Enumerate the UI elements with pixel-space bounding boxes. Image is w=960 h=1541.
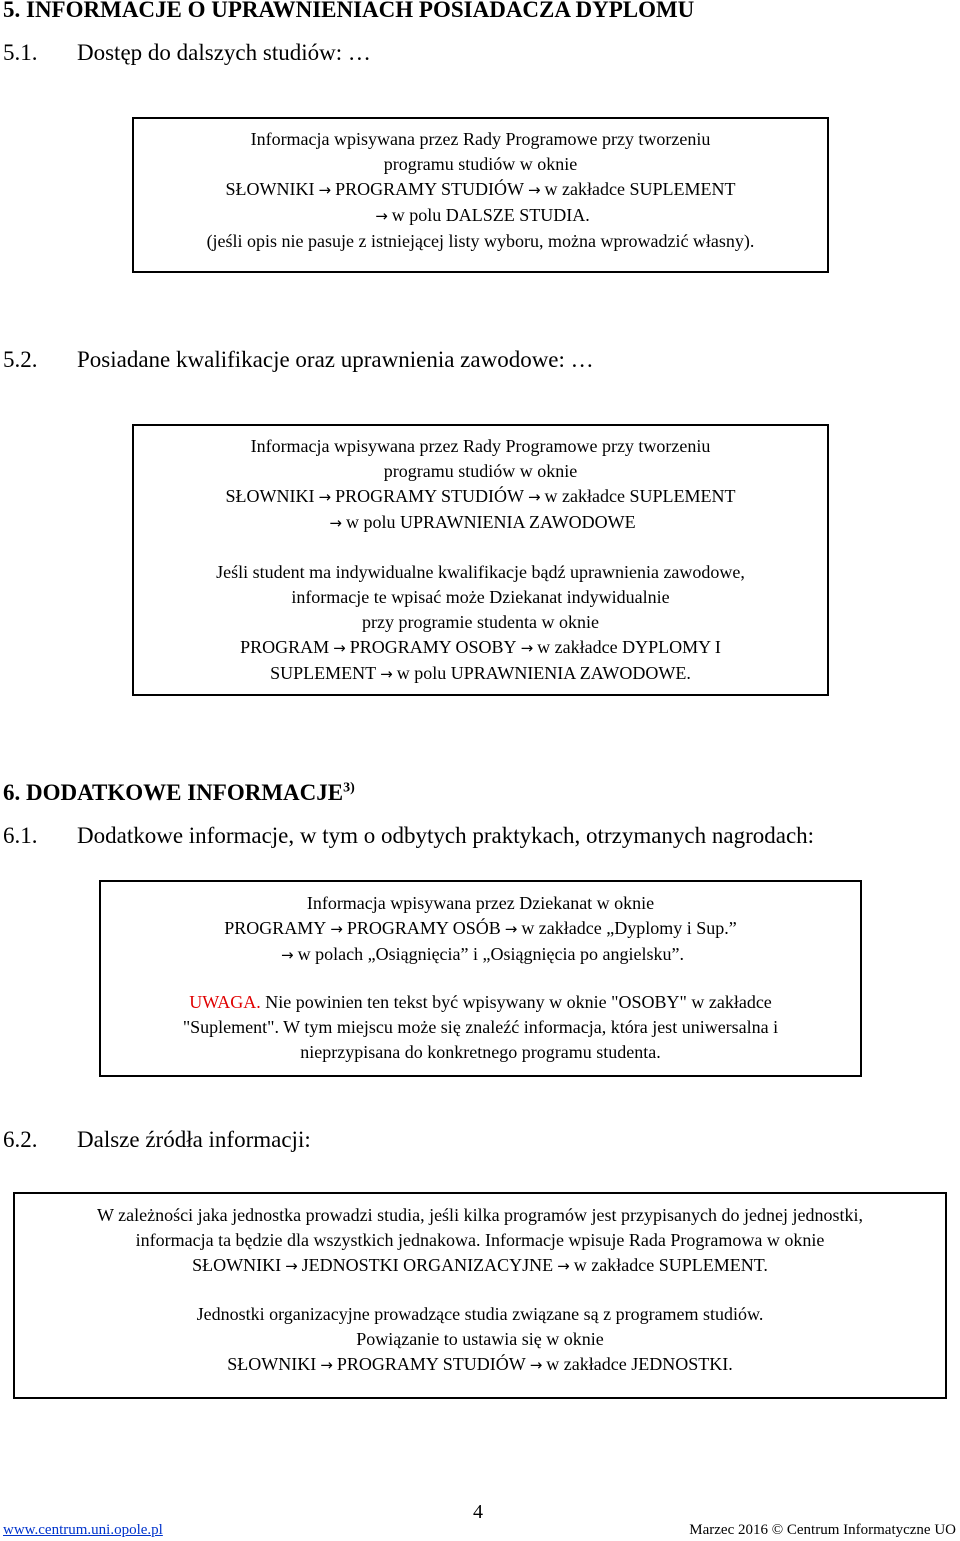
box-line: "Suplement". W tym miejscu może się znaleźć informacja, która jest uniwersalna i bbox=[182, 1017, 779, 1037]
subsection-6-2-heading bbox=[3, 1127, 311, 1153]
box-line: Informacja wpisywana przez Rady Programowe przy tworzeniu bbox=[250, 436, 711, 456]
box-line bbox=[134, 510, 827, 536]
menu-path-item: PROGRAMY OSÓB bbox=[346, 918, 501, 938]
box-line: W zależności jaka jednostka prowadzi studia, jeśli kilka programów jest przypisanych do jednej jednostki, bbox=[97, 1205, 863, 1225]
arrow-right-icon: → bbox=[375, 207, 388, 225]
arrow-right-icon: → bbox=[527, 181, 541, 199]
menu-path-item: w zakładce „Dyplomy i Sup.” bbox=[521, 918, 737, 938]
subsection-5-1-heading bbox=[3, 40, 371, 66]
box-line: przy programie studenta w oknie bbox=[362, 612, 599, 632]
arrow-right-icon: → bbox=[329, 514, 342, 532]
arrow-right-icon: → bbox=[318, 488, 332, 506]
arrow-right-icon: → bbox=[330, 920, 343, 938]
arrow-right-icon: → bbox=[520, 639, 534, 657]
menu-path-item: JEDNOSTKI ORGANIZACYJNE bbox=[301, 1255, 554, 1275]
box-line bbox=[134, 661, 827, 687]
box-line: informacja ta będzie dla wszystkich jednakowa. Informacje wpisuje Rada Programowa w oknie bbox=[135, 1230, 825, 1250]
box-line bbox=[134, 484, 827, 510]
box-line bbox=[15, 1253, 945, 1279]
box-line bbox=[101, 916, 860, 942]
box-line: Jeśli student ma indywidualne kwalifikacje bądź uprawnienia zawodowe, bbox=[216, 562, 745, 582]
warning-text: Nie powinien ten tekst być wpisywany w oknie "OSOBY" w zakładce bbox=[265, 992, 772, 1012]
subsection-title: Posiadane kwalifikacje oraz uprawnienia zawodowe: … bbox=[77, 347, 594, 372]
menu-path-item: SŁOWNIKI bbox=[225, 486, 315, 506]
page-number: 4 bbox=[473, 1501, 483, 1523]
subsection-title: Dostęp do dalszych studiów: … bbox=[77, 40, 371, 65]
info-box-qualifications bbox=[132, 424, 829, 696]
section-6-heading bbox=[3, 780, 355, 806]
menu-path-item: PROGRAMY OSOBY bbox=[349, 637, 517, 657]
info-box-sources bbox=[13, 1192, 947, 1399]
section-title: 6. DODATKOWE INFORMACJE bbox=[3, 780, 344, 805]
subsection-5-2-heading bbox=[3, 347, 594, 373]
arrow-right-icon: → bbox=[281, 946, 294, 964]
subsection-title: Dodatkowe informacje, w tym o odbytych praktykach, otrzymanych nagrodach: bbox=[77, 823, 815, 848]
subsection-number: 5.1. bbox=[3, 40, 38, 65]
menu-path-item: w zakładce DYPLOMY I bbox=[537, 637, 721, 657]
footnote-marker: 3) bbox=[343, 780, 355, 796]
arrow-right-icon: → bbox=[380, 665, 393, 683]
arrow-right-icon: → bbox=[333, 639, 346, 657]
arrow-right-icon: → bbox=[285, 1257, 298, 1275]
field-name: w polu UPRAWNIENIA ZAWODOWE. bbox=[396, 663, 691, 683]
box-line: programu studiów w oknie bbox=[383, 154, 578, 174]
box-line bbox=[15, 1352, 945, 1378]
box-line bbox=[101, 942, 860, 968]
menu-path-item: w zakładce SUPLEMENT. bbox=[573, 1255, 768, 1275]
box-line: Informacja wpisywana przez Rady Programowe przy tworzeniu bbox=[250, 129, 711, 149]
menu-path-item: PROGRAM bbox=[240, 637, 330, 657]
field-name: w polu UPRAWNIENIA ZAWODOWE bbox=[346, 512, 636, 532]
box-line bbox=[134, 203, 827, 229]
warning-label: UWAGA. bbox=[189, 992, 261, 1012]
box-line: Informacja wpisywana przez Dziekanat w oknie bbox=[306, 893, 655, 913]
menu-path-item: PROGRAMY STUDIÓW bbox=[336, 1354, 526, 1374]
subsection-title: Dalsze źródła informacji: bbox=[77, 1127, 311, 1152]
menu-path-item: PROGRAMY STUDIÓW bbox=[335, 179, 524, 199]
subsection-number: 5.2. bbox=[3, 347, 38, 372]
menu-path-item: w zakładce SUPLEMENT bbox=[544, 486, 736, 506]
footer-url-link[interactable]: www.centrum.uni.opole.pl bbox=[3, 1522, 163, 1538]
arrow-right-icon: → bbox=[318, 181, 332, 199]
box-line: Powiązanie to ustawia się w oknie bbox=[356, 1329, 604, 1349]
menu-path-item: SUPLEMENT bbox=[270, 663, 377, 683]
section-5-heading: 5. INFORMACJE O UPRAWNIENIACH POSIADACZA DYPLOMU bbox=[3, 0, 695, 22]
menu-path-item: w zakładce JEDNOSTKI. bbox=[546, 1354, 733, 1374]
arrow-right-icon: → bbox=[529, 1356, 543, 1374]
arrow-right-icon: → bbox=[504, 920, 518, 938]
menu-path-item: SŁOWNIKI bbox=[192, 1255, 282, 1275]
box-line bbox=[101, 990, 860, 1015]
box-line: programu studiów w oknie bbox=[383, 461, 578, 481]
box-line: Jednostki organizacyjne prowadzące studia związane są z programem studiów. bbox=[196, 1304, 764, 1324]
subsection-number: 6.1. bbox=[3, 823, 38, 848]
menu-path-item: w zakładce SUPLEMENT bbox=[544, 179, 736, 199]
subsection-number: 6.2. bbox=[3, 1127, 38, 1152]
footer-copyright: Marzec 2016 © Centrum Informatyczne UO bbox=[689, 1522, 956, 1538]
menu-path-item: PROGRAMY STUDIÓW bbox=[335, 486, 524, 506]
info-box-additional bbox=[99, 880, 862, 1077]
arrow-right-icon: → bbox=[320, 1356, 333, 1374]
arrow-right-icon: → bbox=[557, 1257, 570, 1275]
field-name: w polu DALSZE STUDIA. bbox=[391, 205, 590, 225]
field-name: w polach „Osiągnięcia” i „Osiągnięcia po angielsku”. bbox=[297, 944, 684, 964]
menu-path-item: SŁOWNIKI bbox=[227, 1354, 317, 1374]
box-line bbox=[134, 635, 827, 661]
info-box-further-studies bbox=[132, 117, 829, 273]
box-line bbox=[134, 177, 827, 203]
box-line: informacje te wpisać może Dziekanat indywidualnie bbox=[291, 587, 670, 607]
subsection-6-1-heading bbox=[3, 823, 814, 849]
box-line: nieprzypisana do konkretnego programu studenta. bbox=[300, 1042, 661, 1062]
arrow-right-icon: → bbox=[527, 488, 541, 506]
box-line: (jeśli opis nie pasuje z istniejącej listy wyboru, można wprowadzić własny). bbox=[206, 231, 755, 251]
menu-path-item: SŁOWNIKI bbox=[225, 179, 315, 199]
menu-path-item: PROGRAMY bbox=[224, 918, 327, 938]
